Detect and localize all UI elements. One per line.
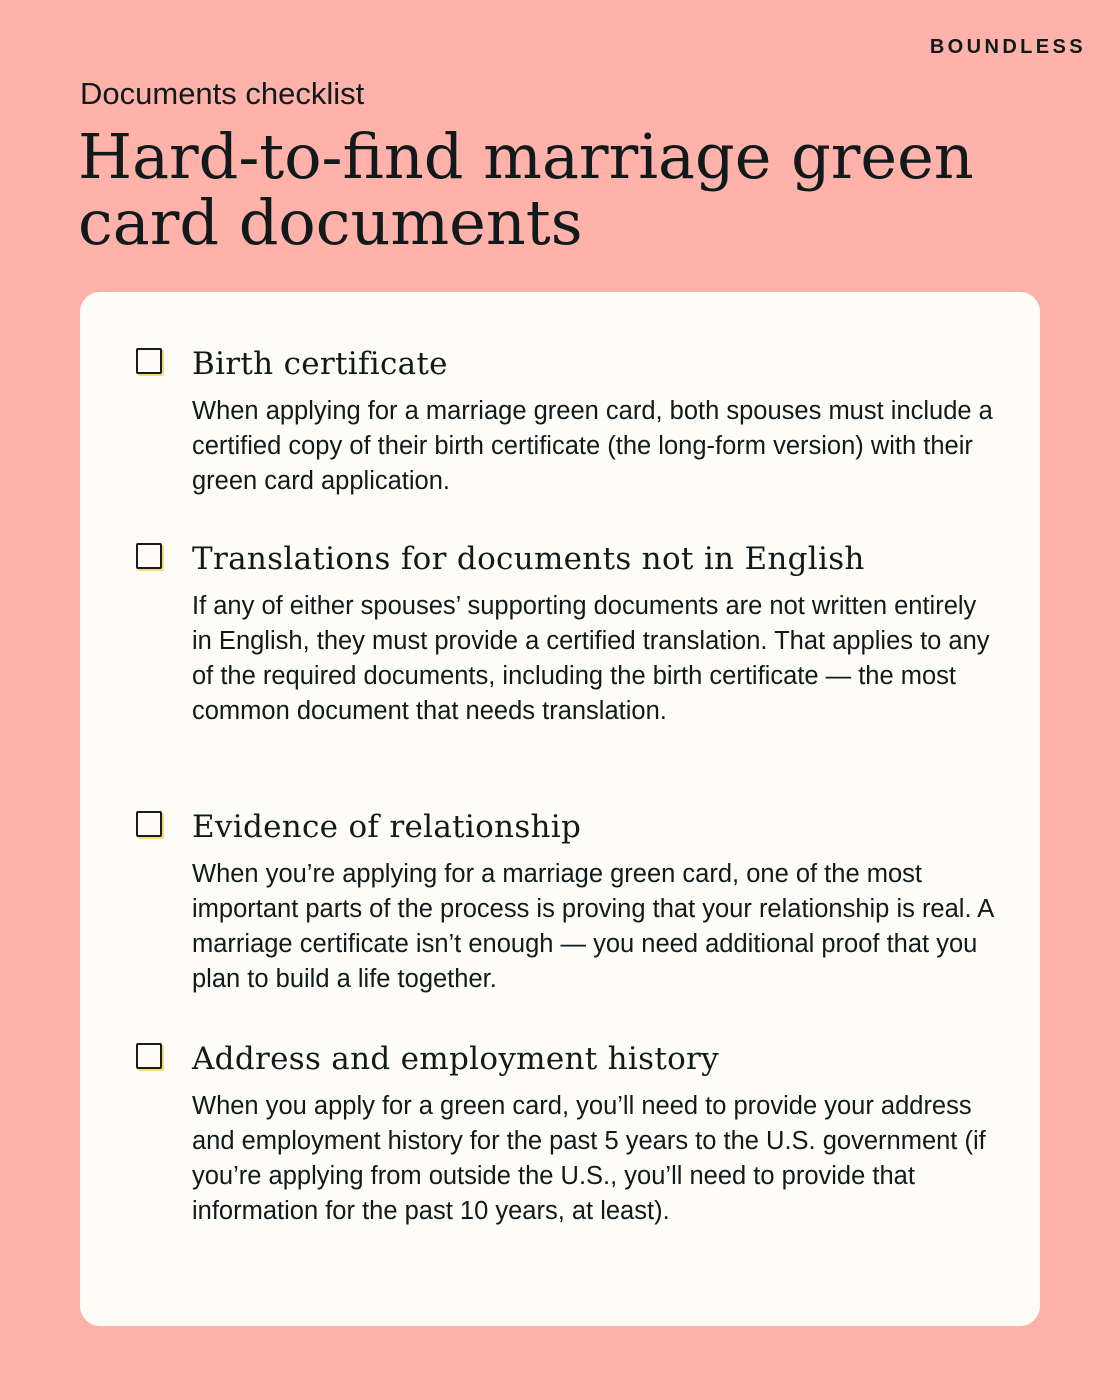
checkbox-icon[interactable]	[136, 811, 162, 837]
checklist-item-description: When you apply for a green card, you’ll need to provide your address and employment history for the past 5 years to the U.S. government (if you’re applying from outside the U.S., you’ll need to provide that information for the past 10 years, at least).	[192, 1092, 986, 1225]
brand-logo: BOUNDLESS	[929, 36, 1086, 58]
checkbox-icon[interactable]	[136, 543, 162, 569]
checklist-item-description: When applying for a marriage green card, both spouses must include a certified copy of their birth certificate (the long-form version) with their green card application.	[192, 397, 993, 495]
checklist-item-description: If any of either spouses’ supporting documents are not written entirely in English, they must provide a certified translation. That applies to any of the required documents, including the birth certificate — the most common document that needs translation.	[192, 592, 990, 725]
checklist-item-title: Translations for documents not in English	[192, 541, 865, 577]
checklist-item-title: Address and employment history	[192, 1041, 719, 1077]
checklist-card	[80, 292, 1040, 1326]
checkbox-icon[interactable]	[136, 348, 162, 374]
checklist-item-title: Birth certificate	[192, 346, 448, 382]
checklist-item-title: Evidence of relationship	[192, 809, 582, 845]
eyebrow-label: Documents checklist	[80, 76, 365, 111]
page-title: Hard-to-find marriage green card documents	[78, 120, 974, 259]
checklist-item-description: When you’re applying for a marriage green card, one of the most important parts of the process is proving that your relationship is real. A marriage certificate isn’t enough — you need additional proof that you plan to build a life together.	[192, 860, 993, 993]
checkbox-icon[interactable]	[136, 1043, 162, 1069]
